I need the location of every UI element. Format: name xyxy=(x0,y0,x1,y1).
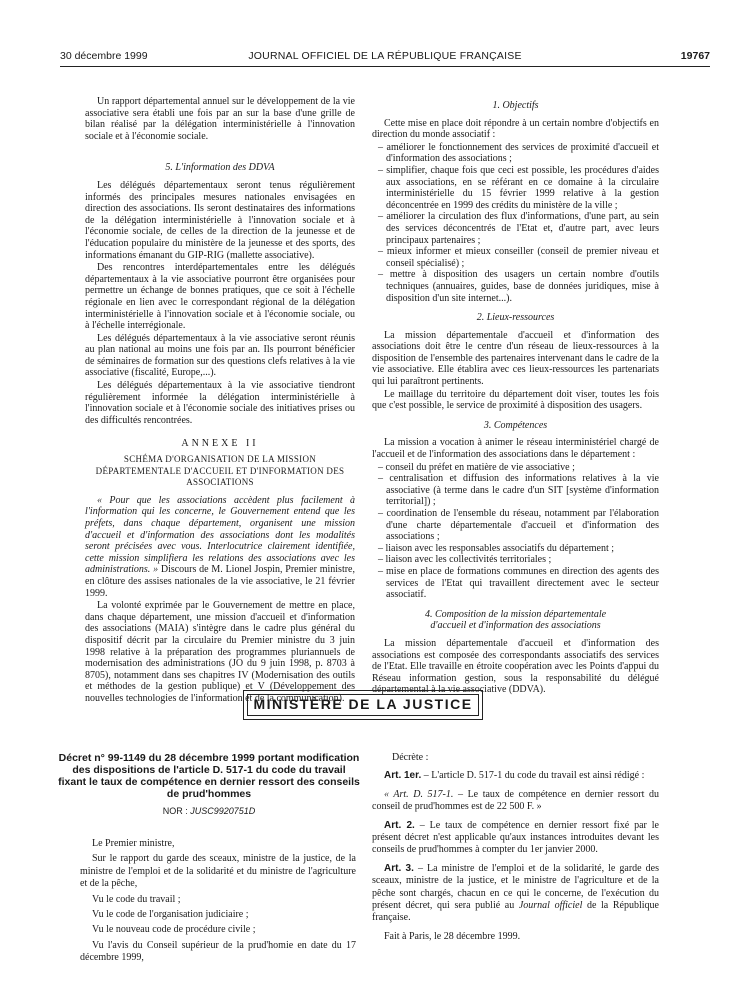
section-heading: 2. Lieux-ressources xyxy=(476,312,555,324)
paragraph: Des rencontres interdépartementales entre les délégués départementaux à la vie associative pourront être organisées pour permettre un échange de bonnes pratiques, que ce soit à l'échelle régionale en lien avec le correspondant régional de la délégation interministérielle à l'innovation sociale et à l'économie sociale, ou à l'échelle interrégionale. xyxy=(85,262,355,332)
paragraph: Le maillage du territoire du département doit viser, toutes les fois que c'est possible, le service de proximité à disposition des usagers. xyxy=(372,388,659,412)
decree-right-column xyxy=(372,752,659,944)
quote-paragraph: « Pour que les associations accèdent plus facilement à l'information qui les concerne, le Gouvernement entend que les préfets, dans chaque département, organisent une mission d'accueil et d'information des associations dont les modalités seront précisées avec vous. Interlocutrice clairement identifiée, cette mission simplifiera les relations des associations avec les administrations. » Discours de M. Lionel Jospin, Premier ministre, en clôture des assises nationales de la vie associative, le 21 février 1999. xyxy=(85,494,355,599)
ministry-banner xyxy=(243,690,483,720)
paragraph: Un rapport départemental annuel sur le développement de la vie associative sera établi une fois par an sur la base d'une grille de bilan réalisé par la délégation interministérielle à l'innovation sociale et à l'économie sociale. xyxy=(85,96,355,142)
article-3: Art. 3. – La ministre de l'emploi et de la solidarité, le garde des sceaux, ministre de la justice, et le ministre de l'agriculture et de la pêche sont chargés, chacun en ce qui le concerne, de l'exécution du présent décret, qui sera publié au Journal officiel de la République française. xyxy=(372,862,660,924)
list-item: – mieux informer et mieux conseiller (conseil de premier niveau et conseil spécialisé) ; xyxy=(372,246,659,269)
list-item: – améliorer la circulation des flux d'informations, d'une part, au sein des services déconcentrés de l'Etat et, d'autre part, avec leurs principaux partenaires ; xyxy=(372,211,659,246)
page-header xyxy=(60,50,710,67)
paragraph: La mission départementale d'accueil et d'information des associations doit être le centre d'un réseau de lieux-ressources à la disposition de l'ensemble des partenaires intervenant dans le cadre de la vie associative. Elle établira avec ces lieux-ressources les partenariats qui lui paraîtront pertinents. xyxy=(372,329,659,388)
paragraph: Vu le code de l'organisation judiciaire ; xyxy=(92,909,249,921)
paragraph: Le Premier ministre, xyxy=(92,838,175,849)
paragraph: Vu le code du travail ; xyxy=(92,893,181,905)
annex-subtitle: SCHÉMA D'ORGANISATION DE LA MISSION DÉPARTEMENTALE D'ACCUEIL ET D'INFORMATION DES ASSOCIATIONS xyxy=(95,454,345,488)
right-column xyxy=(372,96,659,697)
header-title: JOURNAL OFFICIEL DE LA RÉPUBLIQUE FRANÇAISE xyxy=(248,50,522,62)
paragraph: La mission départementale d'accueil et d'information des associations est composée des correspondants associatifs des services de l'Etat. Elle travaille en étroite coopération avec les Points d'appui du Réseau information gestion, sous la responsabilité du délégué départemental à la vie associative (DDVA). xyxy=(372,637,659,696)
list-item: – liaison avec les collectivités territoriales ; xyxy=(372,554,659,566)
list-item: – coordination de l'ensemble du réseau, notamment par l'élaboration d'une charte départementale d'accueil et d'information des associations ; xyxy=(372,508,659,543)
paragraph: Vu le nouveau code de procédure civile ; xyxy=(92,924,256,936)
article-1: Art. 1er. – L'article D. 517-1 du code du travail est ainsi rédigé : xyxy=(384,770,645,782)
section-heading: 1. Objectifs xyxy=(492,100,539,111)
article-2: Art. 2. – Le taux de compétence en dernier ressort fixé par le présent décret n'est applicable qu'aux instances introduites devant les conseils de prud'hommes à compter du 1er janvier 2000. xyxy=(372,819,659,856)
paragraph: La volonté exprimée par le Gouvernement de mettre en place, dans chaque département, une mission d'accueil et d'information des associations (MAIA) s'intègre dans le cadre plus général du dispositif décrit par la circulaire du Premier ministre du 3 juin 1998 relative à la préparation des programmes pluriannuels de modernisation des administrations (JO du 9 juin 1998, p. 8703 à 8705), notamment dans ses chapitres IV (Modernisation des outils et méthodes de la gestion publique) et V (Développement des nouvelles technologies de l'information et de la communication). xyxy=(85,600,355,704)
decree-left-column xyxy=(80,838,356,966)
decrete: Décrète : xyxy=(392,752,429,763)
section-heading: 5. L'information des DDVA xyxy=(165,162,275,174)
competences-list xyxy=(372,462,659,601)
article-1-quote: « Art. D. 517-1. – Le taux de compétence en dernier ressort du conseil de prud'hommes est de 22 500 F. » xyxy=(372,788,659,813)
paragraph: Sur le rapport du garde des sceaux, ministre de la justice, de la ministre de l'emploi et de la solidarité et du ministre de l'agriculture et de la pêche, xyxy=(80,853,356,890)
header-page-number: 19767 xyxy=(680,50,710,62)
annex-title: ANNEXE II xyxy=(181,438,259,450)
list-item: – liaison avec les responsables associatifs du département ; xyxy=(372,543,659,555)
paragraph: La mission a vocation à animer le réseau interministériel chargé de l'accueil et de l'information des associations dans le département : xyxy=(372,437,659,461)
list-item: – conseil du préfet en matière de vie associative ; xyxy=(372,462,659,474)
paragraph: Les délégués départementaux à la vie associative seront réunis au plan national au moins une fois par an. Ils pourront bénéficier de séminaires de formation sur des questions clefs relatives à la vie associative (fiscalité, Europe,...). xyxy=(85,332,355,379)
list-item: – centralisation et diffusion des informations relatives à la vie associative (à terme dans le cadre d'un SIT [système d'information territorial]) ; xyxy=(372,473,659,508)
ministry-title: MINISTÈRE DE LA JUSTICE xyxy=(247,694,479,716)
section-heading: 4. Composition de la mission départementale d'accueil et d'information des associations xyxy=(424,608,607,632)
list-item: – simplifier, chaque fois que ceci est possible, les procédures d'aides aux associations, en se référant en ce domaine à la circulaire interministérielle du 15 février 1999 relative à la gestion déconcentrée en 1999 des crédits du ministère de la ville ; xyxy=(372,165,659,211)
paragraph: Les délégués départementaux seront tenus régulièrement informés des principales mesures nationales envisagées en direction des associations. Ils seront destinataires des informations de la délégation interministérielle à l'innovation sociale et à l'économie sociale, de celles de la direction de la jeunesse et de l'éducation populaire du ministère de la jeunesse et des sports, des informations émanant du GIP-RIG (mallette associative). xyxy=(85,179,355,261)
decree-title: Décret n° 99-1149 du 28 décembre 1999 portant modification des dispositions de l'article D. 517-1 du code du travail fixant le taux de compétence en dernier ressort des conseils de prud'hommes xyxy=(58,752,360,800)
list-item: – mise en place de formations communes en direction des agents des services de l'Etat qui travaillent directement avec le secteur associatif. xyxy=(372,566,659,601)
nor-reference: NOR : JUSC9920751D xyxy=(162,806,256,816)
list-item: – améliorer le fonctionnement des services de proximité d'accueil et d'information des associations ; xyxy=(372,142,659,165)
list-item: – mettre à disposition des usagers un certain nombre d'outils techniques (annuaires, guides, base de données juridiques, mise à disposition d'un site internet...). xyxy=(372,269,659,304)
header-date: 30 décembre 1999 xyxy=(60,50,148,62)
signature-date: Fait à Paris, le 28 décembre 1999. xyxy=(384,930,521,942)
section-heading: 3. Compétences xyxy=(483,419,548,431)
paragraph: Vu l'avis du Conseil supérieur de la prud'homie en date du 17 décembre 1999, xyxy=(80,939,356,964)
left-column xyxy=(85,96,355,706)
paragraph: Les délégués départementaux à la vie associative tiendront régulièrement informée la délégation interministérielle à l'innovation sociale et à l'économie sociale des initiatives prises ou des difficultés rencontrées. xyxy=(85,380,355,426)
objectives-list xyxy=(372,142,659,304)
paragraph: Cette mise en place doit répondre à un certain nombre d'objectifs en direction du monde associatif : xyxy=(372,117,659,141)
